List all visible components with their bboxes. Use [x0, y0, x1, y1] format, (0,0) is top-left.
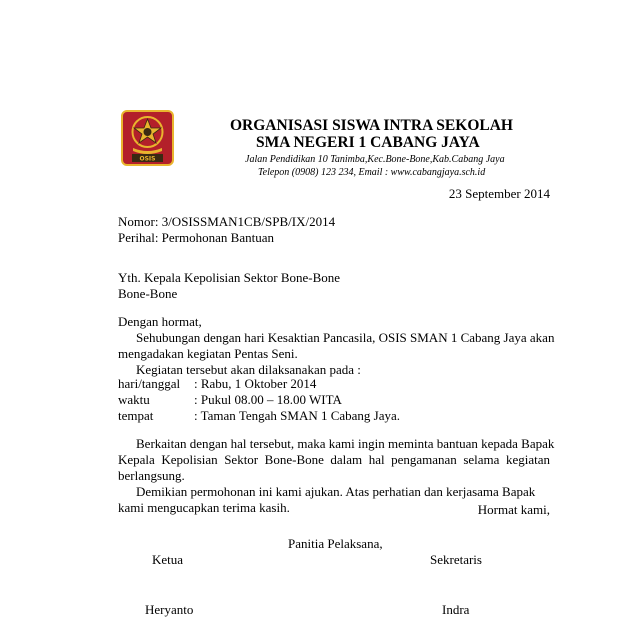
- paragraph-3-line-2: Kepala Kepolisian Sektor Bone-Bone dalam hal pengamanan selama kegiatan: [118, 452, 550, 467]
- schedule-value-place: : Taman Tengah SMAN 1 Cabang Jaya.: [194, 408, 401, 423]
- schedule-value-day: : Rabu, 1 Oktober 2014: [194, 376, 317, 391]
- chair-title: Ketua: [152, 552, 184, 567]
- svg-text:OSIS: OSIS: [139, 155, 156, 163]
- school-address: Jalan Pendidikan 10 Tanimba,Kec.Bone-Bone,Kab.Cabang Jaya: [245, 154, 505, 165]
- school-contact: Telepon (0908) 123 234, Email : www.cabangjaya.sch.id: [258, 167, 486, 178]
- letter-number: Nomor: 3/OSISSMAN1CB/SPB/IX/2014: [118, 214, 336, 229]
- recipient-line-2: Bone-Bone: [118, 286, 178, 301]
- paragraph-4-line-2: kami mengucapkan terima kasih.: [118, 500, 290, 515]
- paragraph-1-line-2: mengadakan kegiatan Pentas Seni.: [118, 346, 298, 361]
- recipient-line-1: Yth. Kepala Kepolisian Sektor Bone-Bone: [118, 270, 341, 285]
- closing: Hormat kami,: [477, 502, 550, 517]
- secretary-title: Sekretaris: [430, 552, 482, 567]
- paragraph-1-line-1: Sehubungan dengan hari Kesaktian Pancasila, OSIS SMAN 1 Cabang Jaya akan: [136, 330, 555, 345]
- osis-logo: [121, 110, 174, 166]
- paragraph-3-line-1: Berkaitan dengan hal tersebut, maka kami ingin meminta bantuan kepada Bapak: [136, 436, 555, 451]
- schedule-label-day: hari/tanggal: [118, 376, 181, 391]
- org-name: ORGANISASI SISWA INTRA SEKOLAH: [230, 117, 513, 134]
- secretary-name: Indra: [442, 602, 470, 617]
- school-name: SMA NEGERI 1 CABANG JAYA: [256, 134, 480, 151]
- schedule-label-place: tempat: [118, 408, 154, 423]
- greeting: Dengan hormat,: [118, 314, 202, 329]
- letter-date: 23 September 2014: [448, 186, 550, 201]
- letter-subject: Perihal: Permohonan Bantuan: [118, 230, 274, 245]
- schedule-value-time: : Pukul 08.00 – 18.00 WITA: [194, 392, 342, 407]
- schedule-label-time: waktu: [118, 392, 150, 407]
- paragraph-4-line-1: Demikian permohonan ini kami ajukan. Atas perhatian dan kerjasama Bapak: [136, 484, 536, 499]
- committee-title: Panitia Pelaksana,: [288, 536, 383, 551]
- chair-name: Heryanto: [145, 602, 194, 617]
- paragraph-3-line-3: berlangsung.: [118, 468, 185, 483]
- paragraph-2: Kegiatan tersebut akan dilaksanakan pada :: [136, 362, 361, 377]
